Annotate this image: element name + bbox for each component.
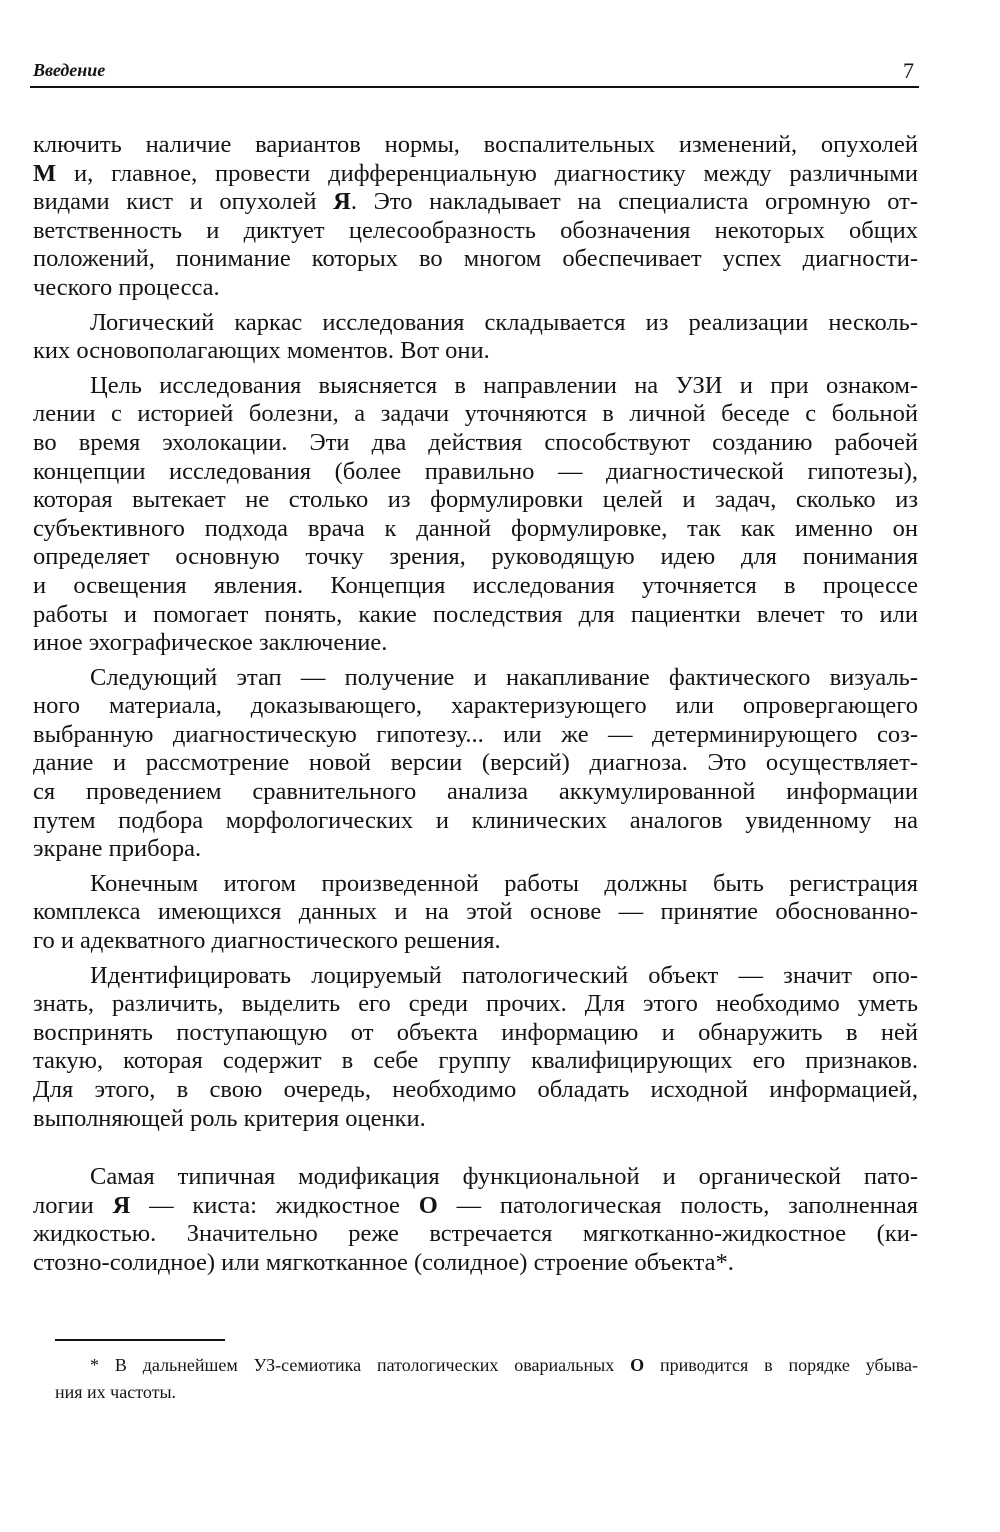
- text-line: [33, 515, 918, 544]
- text-run: Идентифицировать лоцируемый патологический объект — значит опо-: [90, 961, 918, 989]
- paragraph: [33, 664, 918, 864]
- text-line: [33, 572, 918, 601]
- text-run: Для этого, в свою очередь, необходимо обладать исходной информацией,: [33, 1076, 918, 1103]
- text-run: Логический каркас исследования складывается из реализации несколь-: [90, 308, 918, 336]
- text-run: ческого процесса.: [33, 273, 220, 301]
- text-line: [33, 778, 918, 807]
- page-number: 7: [903, 58, 914, 83]
- text-line: [55, 1352, 918, 1379]
- text-line: [33, 601, 918, 630]
- bold-abbreviation: М: [33, 159, 57, 187]
- text-line: [33, 217, 918, 246]
- text-run: приводится в порядке убыва-: [644, 1355, 918, 1375]
- text-line: [33, 664, 918, 693]
- text-run: путем подбора морфологических и клинических аналогов увиденному на: [33, 806, 918, 834]
- text-line: [33, 486, 918, 515]
- text-run: Конечным итогом произведенной работы должны быть регистрация: [90, 869, 918, 897]
- text-line: [33, 990, 918, 1019]
- text-run: положений, понимание которых во многом обеспечивает успех диагности-: [33, 245, 918, 273]
- paragraph: [33, 372, 918, 658]
- text-run: ного материала, доказывающего, характеризующего или опровергающего: [33, 692, 918, 720]
- text-line: [33, 1047, 918, 1076]
- text-line: [33, 543, 918, 572]
- text-run: — патологическая полость, заполненная: [437, 1191, 918, 1219]
- text-run: знать, различить, выделить его среди прочих. Для этого необходимо уметь: [33, 990, 918, 1018]
- text-run: и, главное, провести дифференциальную диагностику между различными: [56, 159, 918, 187]
- text-line: [33, 749, 918, 778]
- bold-abbreviation: Я: [333, 188, 351, 216]
- body-text: [33, 131, 918, 1284]
- footnote: [55, 1352, 918, 1412]
- text-run: ключить наличие вариантов нормы, воспалительных изменений, опухолей: [33, 131, 918, 158]
- section-title: Введение: [33, 60, 106, 80]
- text-run: го и адекватного диагностического решения.: [33, 927, 501, 955]
- text-line: [33, 807, 918, 836]
- text-run: выбранную диагностическую гипотезу... или же — детерминирующего соз-: [33, 720, 918, 748]
- text-line: [33, 458, 918, 487]
- text-line: [33, 1192, 918, 1221]
- text-line: [33, 1220, 918, 1249]
- text-line: [33, 962, 918, 991]
- text-run: воспринять поступающую от объекта информацию и обнаружить в ней: [33, 1018, 918, 1046]
- text-run: ветственность и диктует целесообразность обозначения некоторых общих: [33, 216, 918, 244]
- paragraph: [33, 870, 918, 956]
- text-line: [33, 429, 918, 458]
- text-run: комплекса имеющихся данных и на этой основе — принятие обоснованно-: [33, 898, 918, 926]
- text-line: [33, 372, 918, 401]
- text-run: концепции исследования (более правильно — диагностической гипотезы),: [33, 457, 918, 485]
- text-line: [33, 309, 918, 338]
- text-run: во время эхолокации. Эти два действия способствуют созданию рабочей: [33, 428, 918, 456]
- text-run: Следующий этап — получение и накапливание фактического визуаль-: [90, 663, 918, 691]
- bold-abbreviation: О: [418, 1191, 438, 1219]
- text-line: [33, 721, 918, 750]
- footnote-rule: [55, 1339, 225, 1341]
- text-line: [33, 1249, 918, 1278]
- text-line: [33, 629, 918, 658]
- text-line: [33, 898, 918, 927]
- text-line: [33, 1076, 918, 1105]
- text-run: выполняющей роль критерия оценки.: [33, 1104, 426, 1132]
- text-line: [33, 1163, 918, 1192]
- text-line: [33, 245, 918, 274]
- text-run: . Это накладывает на специалиста огромную от-: [350, 188, 918, 216]
- text-line: [33, 400, 918, 429]
- text-line: [33, 1105, 918, 1134]
- text-run: субъективного подхода врача к данной формулировке, так как именно он: [33, 514, 918, 542]
- text-run: работы и помогает понять, какие последствия для пациентки влечет то или: [33, 600, 918, 628]
- header-rule: [30, 86, 919, 88]
- text-line: [55, 1379, 918, 1406]
- bold-abbreviation: О: [630, 1355, 645, 1375]
- text-run: и освещения явления. Концепция исследования уточняется в процессе: [33, 571, 918, 599]
- text-run: лении с историей болезни, а задачи уточняются в личной беседе с больной: [33, 400, 918, 428]
- text-line: [33, 188, 918, 217]
- text-run: логии: [33, 1191, 113, 1219]
- text-run: — киста: жидкостное: [130, 1191, 419, 1219]
- text-run: ких основополагающих моментов. Вот они.: [33, 337, 490, 365]
- paragraph: [33, 962, 918, 1134]
- text-line: [33, 337, 918, 366]
- text-run: ся проведением сравнительного анализа аккумулированной информации: [33, 778, 918, 806]
- text-run: Самая типичная модификация функциональной и органической пато-: [90, 1163, 918, 1191]
- text-line: [33, 160, 918, 189]
- text-line: [33, 1019, 918, 1048]
- text-run: стозно-солидное) или мягкотканное (солидное) строение объекта*.: [33, 1248, 734, 1276]
- paragraph: [33, 309, 918, 366]
- text-run: жидкостью. Значительно реже встречается мягкотканно-жидкостное (ки-: [33, 1220, 918, 1248]
- text-line: [33, 692, 918, 721]
- text-line: [33, 131, 918, 160]
- paragraph: [55, 1352, 918, 1406]
- text-run: * В дальнейшем УЗ-семиотика патологических овариальных: [90, 1355, 631, 1375]
- text-line: [33, 274, 918, 303]
- bold-abbreviation: Я: [112, 1191, 131, 1219]
- text-run: экране прибора.: [33, 835, 202, 863]
- text-run: которая вытекает не столько из формулировки целей и задач, сколько из: [33, 486, 918, 514]
- paragraph: [33, 1163, 918, 1277]
- text-line: [33, 835, 918, 864]
- text-run: иное эхографическое заключение.: [33, 629, 388, 657]
- text-run: Цель исследования выясняется в направлении на УЗИ и при ознаком-: [90, 371, 918, 399]
- text-run: определяет основную точку зрения, руководящую идею для понимания: [33, 543, 918, 571]
- text-run: ния их частоты.: [55, 1382, 177, 1402]
- text-run: дание и рассмотрение новой версии (версий) диагноза. Это осуществляет-: [33, 749, 918, 777]
- paragraph: [33, 131, 918, 303]
- text-run: видами кист и опухолей: [33, 188, 334, 216]
- text-line: [33, 927, 918, 956]
- text-line: [33, 870, 918, 899]
- text-run: такую, которая содержит в себе группу квалифицирующих его признаков.: [33, 1047, 918, 1075]
